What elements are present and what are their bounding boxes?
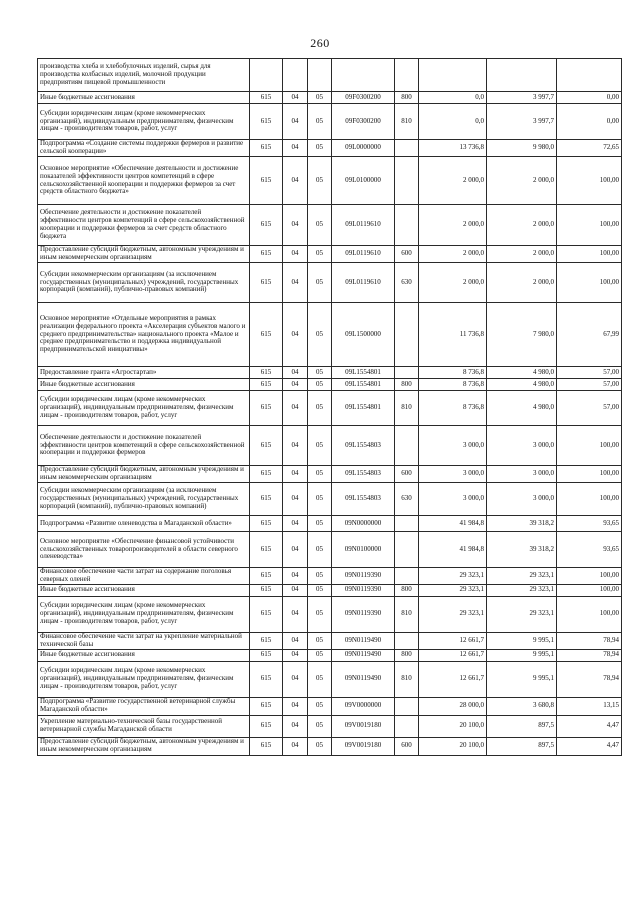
cell-csr: 09L1554803 bbox=[332, 426, 395, 466]
cell-rz: 04 bbox=[283, 92, 308, 104]
cell-vr: 800 bbox=[395, 92, 419, 104]
table-row bbox=[38, 483, 622, 516]
cell-ved: 615 bbox=[250, 697, 283, 715]
cell-rz: 04 bbox=[283, 263, 308, 303]
cell-plan: 20 100,0 bbox=[419, 715, 487, 737]
cell-fact: 9 980,0 bbox=[487, 140, 557, 157]
cell-plan: 13 736,8 bbox=[419, 140, 487, 157]
cell-rz: 04 bbox=[283, 426, 308, 466]
cell-name: Иные бюджетные ассигнования bbox=[38, 379, 250, 391]
cell-ved: 615 bbox=[250, 584, 283, 596]
cell-pct: 67,99 bbox=[557, 303, 622, 367]
table-row bbox=[38, 367, 622, 379]
table-row bbox=[38, 584, 622, 596]
table-row bbox=[38, 140, 622, 157]
cell-pr: 05 bbox=[308, 92, 332, 104]
cell-pct: 100,00 bbox=[557, 483, 622, 516]
cell-csr: 09N0119390 bbox=[332, 568, 395, 585]
cell-fact bbox=[487, 59, 557, 92]
cell-rz: 04 bbox=[283, 632, 308, 649]
cell-vr: 600 bbox=[395, 246, 419, 263]
cell-ved: 615 bbox=[250, 140, 283, 157]
table-row bbox=[38, 649, 622, 661]
cell-csr bbox=[332, 59, 395, 92]
cell-rz: 04 bbox=[283, 661, 308, 697]
cell-ved: 615 bbox=[250, 367, 283, 379]
cell-csr: 09F0300200 bbox=[332, 104, 395, 140]
table-row bbox=[38, 379, 622, 391]
cell-plan: 8 736,8 bbox=[419, 391, 487, 426]
cell-ved: 615 bbox=[250, 303, 283, 367]
cell-vr: 800 bbox=[395, 379, 419, 391]
cell-pct: 100,00 bbox=[557, 205, 622, 246]
cell-csr: 09F0300200 bbox=[332, 92, 395, 104]
cell-vr bbox=[395, 205, 419, 246]
cell-csr: 09L1554801 bbox=[332, 391, 395, 426]
cell-vr: 600 bbox=[395, 737, 419, 755]
cell-csr: 09N0000000 bbox=[332, 516, 395, 532]
cell-pr: 05 bbox=[308, 584, 332, 596]
cell-name: Субсидии некоммерческим организациям (за исключением государственных (муниципальных) учреждений, государственных корпораций (компаний), публично-правовых компаний) bbox=[38, 263, 250, 303]
table-row bbox=[38, 263, 622, 303]
cell-pr: 05 bbox=[308, 649, 332, 661]
cell-fact: 2 000,0 bbox=[487, 263, 557, 303]
cell-csr: 09N0119490 bbox=[332, 632, 395, 649]
cell-plan: 28 000,0 bbox=[419, 697, 487, 715]
cell-csr: 09N0119490 bbox=[332, 661, 395, 697]
cell-ved: 615 bbox=[250, 92, 283, 104]
cell-fact: 9 995,1 bbox=[487, 649, 557, 661]
cell-pct: 4,47 bbox=[557, 715, 622, 737]
table-row bbox=[38, 92, 622, 104]
cell-fact: 2 000,0 bbox=[487, 246, 557, 263]
cell-ved: 615 bbox=[250, 516, 283, 532]
cell-fact: 29 323,1 bbox=[487, 596, 557, 632]
cell-name: Предоставление субсидий бюджетным, автономным учреждениям и иным некоммерческим организациям bbox=[38, 737, 250, 755]
cell-pr: 05 bbox=[308, 157, 332, 205]
table-row bbox=[38, 391, 622, 426]
cell-pct: 78,94 bbox=[557, 661, 622, 697]
table-row bbox=[38, 697, 622, 715]
cell-vr bbox=[395, 516, 419, 532]
cell-plan: 12 661,7 bbox=[419, 649, 487, 661]
cell-rz: 04 bbox=[283, 379, 308, 391]
cell-ved: 615 bbox=[250, 104, 283, 140]
cell-ved: 615 bbox=[250, 246, 283, 263]
cell-vr bbox=[395, 157, 419, 205]
cell-pr: 05 bbox=[308, 737, 332, 755]
cell-csr: 09V0019180 bbox=[332, 737, 395, 755]
table-row bbox=[38, 632, 622, 649]
cell-rz: 04 bbox=[283, 246, 308, 263]
cell-plan: 2 000,0 bbox=[419, 263, 487, 303]
cell-csr: 09N0119390 bbox=[332, 596, 395, 632]
cell-plan: 3 000,0 bbox=[419, 483, 487, 516]
cell-plan: 11 736,8 bbox=[419, 303, 487, 367]
cell-pct: 57,00 bbox=[557, 367, 622, 379]
cell-fact: 4 980,0 bbox=[487, 379, 557, 391]
cell-pct: 78,94 bbox=[557, 632, 622, 649]
cell-pct: 0,00 bbox=[557, 92, 622, 104]
cell-fact: 9 995,1 bbox=[487, 632, 557, 649]
cell-rz: 04 bbox=[283, 596, 308, 632]
cell-csr: 09L0119610 bbox=[332, 246, 395, 263]
cell-name: Субсидии юридическим лицам (кроме некоммерческих организаций), индивидуальным предпринимателям, физическим лицам - производителям товаров, работ, услуг bbox=[38, 596, 250, 632]
table-body bbox=[38, 59, 622, 756]
cell-vr: 630 bbox=[395, 263, 419, 303]
cell-fact: 3 000,0 bbox=[487, 426, 557, 466]
cell-plan: 2 000,0 bbox=[419, 246, 487, 263]
cell-rz: 04 bbox=[283, 584, 308, 596]
cell-ved: 615 bbox=[250, 649, 283, 661]
cell-rz: 04 bbox=[283, 157, 308, 205]
cell-plan: 41 984,8 bbox=[419, 532, 487, 568]
cell-pr: 05 bbox=[308, 516, 332, 532]
cell-pct: 100,00 bbox=[557, 466, 622, 483]
cell-csr: 09V0000000 bbox=[332, 697, 395, 715]
cell-name: Предоставление гранта «Агростартап» bbox=[38, 367, 250, 379]
cell-ved: 615 bbox=[250, 532, 283, 568]
cell-pct: 93,65 bbox=[557, 532, 622, 568]
cell-pr: 05 bbox=[308, 205, 332, 246]
cell-rz: 04 bbox=[283, 516, 308, 532]
cell-vr bbox=[395, 59, 419, 92]
cell-fact: 3 997,7 bbox=[487, 92, 557, 104]
cell-name: Финансовое обеспечение части затрат на укрепление материальной технической базы bbox=[38, 632, 250, 649]
cell-fact: 4 980,0 bbox=[487, 367, 557, 379]
cell-rz: 04 bbox=[283, 532, 308, 568]
cell-rz: 04 bbox=[283, 737, 308, 755]
cell-rz: 04 bbox=[283, 649, 308, 661]
cell-pct: 78,94 bbox=[557, 649, 622, 661]
cell-name: Подпрограмма «Создание системы поддержки фермеров и развитие сельской кооперации» bbox=[38, 140, 250, 157]
cell-pct: 100,00 bbox=[557, 263, 622, 303]
cell-csr: 09L1554801 bbox=[332, 379, 395, 391]
cell-pr: 05 bbox=[308, 466, 332, 483]
table-row bbox=[38, 466, 622, 483]
cell-vr: 810 bbox=[395, 104, 419, 140]
cell-pct: 93,65 bbox=[557, 516, 622, 532]
cell-pr: 05 bbox=[308, 661, 332, 697]
cell-rz: 04 bbox=[283, 391, 308, 426]
cell-plan: 8 736,8 bbox=[419, 367, 487, 379]
cell-ved: 615 bbox=[250, 483, 283, 516]
cell-vr: 810 bbox=[395, 596, 419, 632]
cell-rz: 04 bbox=[283, 466, 308, 483]
table-row bbox=[38, 568, 622, 585]
cell-pr: 05 bbox=[308, 379, 332, 391]
cell-pr: 05 bbox=[308, 367, 332, 379]
cell-plan: 2 000,0 bbox=[419, 205, 487, 246]
cell-pr: 05 bbox=[308, 568, 332, 585]
cell-rz: 04 bbox=[283, 697, 308, 715]
cell-plan: 29 323,1 bbox=[419, 584, 487, 596]
cell-vr bbox=[395, 632, 419, 649]
table-row bbox=[38, 596, 622, 632]
cell-csr: 09L1554803 bbox=[332, 483, 395, 516]
cell-name: Финансовое обеспечение части затрат на содержание поголовья северных оленей bbox=[38, 568, 250, 585]
cell-ved: 615 bbox=[250, 263, 283, 303]
cell-vr bbox=[395, 697, 419, 715]
cell-vr: 810 bbox=[395, 391, 419, 426]
cell-pct: 57,00 bbox=[557, 391, 622, 426]
cell-name: Предоставление субсидий бюджетным, автономным учреждениям и иным некоммерческим организациям bbox=[38, 246, 250, 263]
cell-vr bbox=[395, 367, 419, 379]
cell-plan: 20 100,0 bbox=[419, 737, 487, 755]
cell-name: Субсидии юридическим лицам (кроме некоммерческих организаций), индивидуальным предпринимателям, физическим лицам - производителям товаров, работ, услуг bbox=[38, 104, 250, 140]
cell-name: Иные бюджетные ассигнования bbox=[38, 92, 250, 104]
cell-pr: 05 bbox=[308, 303, 332, 367]
cell-vr: 810 bbox=[395, 661, 419, 697]
table-row bbox=[38, 246, 622, 263]
cell-plan: 0,0 bbox=[419, 92, 487, 104]
cell-pr: 05 bbox=[308, 715, 332, 737]
cell-pr: 05 bbox=[308, 391, 332, 426]
cell-rz bbox=[283, 59, 308, 92]
cell-plan: 12 661,7 bbox=[419, 661, 487, 697]
cell-plan: 3 000,0 bbox=[419, 426, 487, 466]
cell-fact: 29 323,1 bbox=[487, 584, 557, 596]
cell-pct: 100,00 bbox=[557, 596, 622, 632]
cell-ved: 615 bbox=[250, 632, 283, 649]
cell-pr: 05 bbox=[308, 263, 332, 303]
cell-vr: 800 bbox=[395, 649, 419, 661]
cell-pct: 100,00 bbox=[557, 246, 622, 263]
cell-pr: 05 bbox=[308, 140, 332, 157]
cell-plan: 12 661,7 bbox=[419, 632, 487, 649]
budget-table bbox=[37, 58, 622, 756]
cell-plan: 41 984,8 bbox=[419, 516, 487, 532]
cell-pct: 100,00 bbox=[557, 568, 622, 585]
cell-pct: 100,00 bbox=[557, 426, 622, 466]
cell-fact: 3 997,7 bbox=[487, 104, 557, 140]
cell-csr: 09L0119610 bbox=[332, 205, 395, 246]
cell-rz: 04 bbox=[283, 568, 308, 585]
cell-pr: 05 bbox=[308, 697, 332, 715]
cell-plan: 3 000,0 bbox=[419, 466, 487, 483]
cell-vr: 800 bbox=[395, 584, 419, 596]
cell-pr: 05 bbox=[308, 426, 332, 466]
cell-ved: 615 bbox=[250, 157, 283, 205]
cell-vr bbox=[395, 426, 419, 466]
cell-rz: 04 bbox=[283, 715, 308, 737]
cell-name: Субсидии некоммерческим организациям (за исключением государственных (муниципальных) учреждений, государственных корпораций (компаний), публично-правовых компаний) bbox=[38, 483, 250, 516]
cell-name: Основное мероприятие «Обеспечение финансовой устойчивости сельскохозяйственных товаропроизводителей в области северного оленеводства» bbox=[38, 532, 250, 568]
cell-plan: 0,0 bbox=[419, 104, 487, 140]
cell-pr: 05 bbox=[308, 104, 332, 140]
cell-fact: 39 318,2 bbox=[487, 532, 557, 568]
cell-ved: 615 bbox=[250, 568, 283, 585]
cell-ved: 615 bbox=[250, 715, 283, 737]
cell-fact: 29 323,1 bbox=[487, 568, 557, 585]
cell-fact: 4 980,0 bbox=[487, 391, 557, 426]
cell-rz: 04 bbox=[283, 303, 308, 367]
page-number: 260 bbox=[310, 36, 330, 50]
cell-vr bbox=[395, 140, 419, 157]
cell-fact: 2 000,0 bbox=[487, 157, 557, 205]
cell-name: Подпрограмма «Развитие оленеводства в Магаданской области» bbox=[38, 516, 250, 532]
cell-pct: 57,00 bbox=[557, 379, 622, 391]
cell-csr: 09L0119610 bbox=[332, 263, 395, 303]
cell-rz: 04 bbox=[283, 205, 308, 246]
cell-plan bbox=[419, 59, 487, 92]
cell-name: Основное мероприятие «Обеспечение деятельности и достижение показателей эффективности центров компетенций в сфере сельскохозяйственной кооперации и поддержки фермеров за счет средств областного бюджета» bbox=[38, 157, 250, 205]
cell-rz: 04 bbox=[283, 367, 308, 379]
cell-ved: 615 bbox=[250, 661, 283, 697]
cell-name: Субсидии юридическим лицам (кроме некоммерческих организаций), индивидуальным предпринимателям, физическим лицам - производителям товаров, работ, услуг bbox=[38, 661, 250, 697]
cell-fact: 3 000,0 bbox=[487, 466, 557, 483]
cell-fact: 897,5 bbox=[487, 715, 557, 737]
cell-pct: 100,00 bbox=[557, 584, 622, 596]
cell-csr: 09V0019180 bbox=[332, 715, 395, 737]
table-row bbox=[38, 104, 622, 140]
cell-fact: 3 000,0 bbox=[487, 483, 557, 516]
cell-csr: 09L0100000 bbox=[332, 157, 395, 205]
cell-pr: 05 bbox=[308, 596, 332, 632]
cell-pr: 05 bbox=[308, 483, 332, 516]
table-row bbox=[38, 303, 622, 367]
cell-fact: 7 980,0 bbox=[487, 303, 557, 367]
cell-vr bbox=[395, 568, 419, 585]
cell-name: Подпрограмма «Развитие государственной ветеринарной службы Магаданской области» bbox=[38, 697, 250, 715]
cell-ved: 615 bbox=[250, 205, 283, 246]
cell-plan: 2 000,0 bbox=[419, 157, 487, 205]
cell-name: Иные бюджетные ассигнования bbox=[38, 584, 250, 596]
cell-ved: 615 bbox=[250, 737, 283, 755]
cell-vr bbox=[395, 715, 419, 737]
cell-plan: 29 323,1 bbox=[419, 596, 487, 632]
cell-name: производства хлеба и хлебобулочных изделий, сырья для производства колбасных изделий, молочной продукции предприятиям пищевой промышленности bbox=[38, 59, 250, 92]
cell-ved: 615 bbox=[250, 466, 283, 483]
cell-pct: 4,47 bbox=[557, 737, 622, 755]
cell-fact: 9 995,1 bbox=[487, 661, 557, 697]
cell-fact: 2 000,0 bbox=[487, 205, 557, 246]
cell-ved: 615 bbox=[250, 379, 283, 391]
cell-pr: 05 bbox=[308, 532, 332, 568]
table-row bbox=[38, 59, 622, 92]
table-row bbox=[38, 516, 622, 532]
cell-vr: 630 bbox=[395, 483, 419, 516]
cell-name: Укрепление материально-технической базы государственной ветеринарной службы Магаданской области bbox=[38, 715, 250, 737]
cell-pr: 05 bbox=[308, 246, 332, 263]
table-row bbox=[38, 157, 622, 205]
cell-vr: 600 bbox=[395, 466, 419, 483]
cell-pct: 0,00 bbox=[557, 104, 622, 140]
cell-csr: 09N0119490 bbox=[332, 649, 395, 661]
cell-pct: 72,65 bbox=[557, 140, 622, 157]
cell-csr: 09L0000000 bbox=[332, 140, 395, 157]
table-row bbox=[38, 205, 622, 246]
cell-vr bbox=[395, 303, 419, 367]
cell-fact: 897,5 bbox=[487, 737, 557, 755]
cell-ved: 615 bbox=[250, 391, 283, 426]
table-row bbox=[38, 715, 622, 737]
cell-name: Иные бюджетные ассигнования bbox=[38, 649, 250, 661]
cell-csr: 09L1554801 bbox=[332, 367, 395, 379]
cell-name: Основное мероприятие «Отдельные мероприятия в рамках реализации федерального проекта «Акселерация субъектов малого и среднего предпринимательства» национального проекта «Малое и среднее предпринимательство и поддержка индивидуальной предпринимательской инициативы» bbox=[38, 303, 250, 367]
table-row bbox=[38, 661, 622, 697]
cell-plan: 29 323,1 bbox=[419, 568, 487, 585]
cell-pct bbox=[557, 59, 622, 92]
cell-csr: 09N0119390 bbox=[332, 584, 395, 596]
cell-ved: 615 bbox=[250, 426, 283, 466]
cell-name: Субсидии юридическим лицам (кроме некоммерческих организаций), индивидуальным предпринимателям, физическим лицам - производителям товаров, работ, услуг bbox=[38, 391, 250, 426]
cell-plan: 8 736,8 bbox=[419, 379, 487, 391]
cell-rz: 04 bbox=[283, 483, 308, 516]
cell-fact: 3 680,8 bbox=[487, 697, 557, 715]
cell-pr: 05 bbox=[308, 632, 332, 649]
cell-pct: 100,00 bbox=[557, 157, 622, 205]
cell-ved bbox=[250, 59, 283, 92]
cell-ved: 615 bbox=[250, 596, 283, 632]
cell-rz: 04 bbox=[283, 104, 308, 140]
table-row bbox=[38, 737, 622, 755]
cell-csr: 09L1554803 bbox=[332, 466, 395, 483]
cell-vr bbox=[395, 532, 419, 568]
cell-pct: 13,15 bbox=[557, 697, 622, 715]
table-row bbox=[38, 426, 622, 466]
cell-rz: 04 bbox=[283, 140, 308, 157]
cell-name: Обеспечение деятельности и достижение показателей эффективности центров компетенций в сфере сельскохозяйственной кооперации и поддержки фермеров за счет средств областного бюджета bbox=[38, 205, 250, 246]
cell-fact: 39 318,2 bbox=[487, 516, 557, 532]
cell-csr: 09N0100000 bbox=[332, 532, 395, 568]
cell-pr bbox=[308, 59, 332, 92]
cell-csr: 09L1500000 bbox=[332, 303, 395, 367]
table-row bbox=[38, 532, 622, 568]
cell-name: Предоставление субсидий бюджетным, автономным учреждениям и иным некоммерческим организациям bbox=[38, 466, 250, 483]
cell-name: Обеспечение деятельности и достижение показателей эффективности центров компетенций в сфере сельскохозяйственной кооперации и поддержки фермеров bbox=[38, 426, 250, 466]
